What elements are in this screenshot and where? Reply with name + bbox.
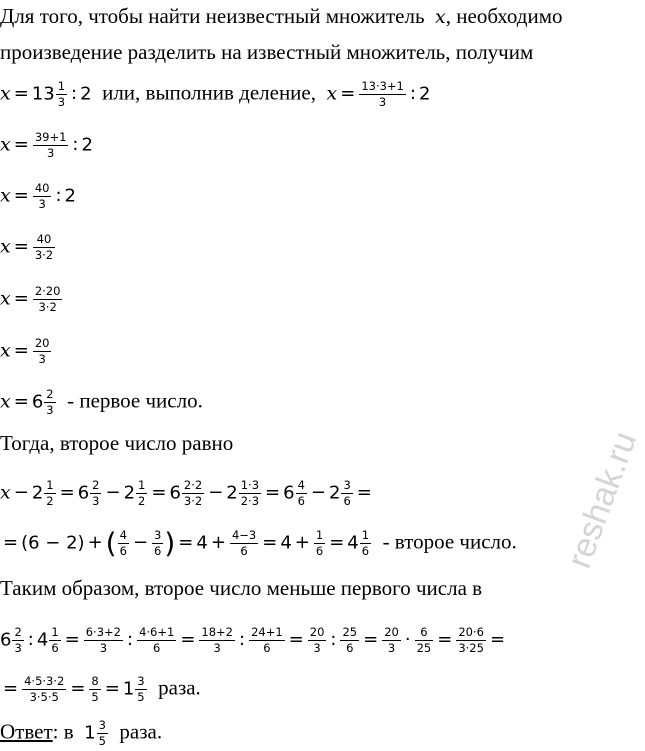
- equation-line-6: x = $\frac{20}{3}$: [0, 336, 50, 366]
- intro-line-2: произведение разделить на известный множитель, получим: [0, 40, 534, 64]
- answer-label: Ответ: [0, 719, 53, 744]
- equation-line-11: = $\frac{4\cdot 5\cdot 3\cdot 2}{3\cdot 5\cdot 5}$ = $\frac{8}{5}$ = 1 $\frac{3}{5}$ раза.: [3, 674, 201, 704]
- equation-line-7: x = 6 $\frac{2}{3}$ - первое число.: [0, 387, 203, 417]
- equation-line-8: x − 2 $\frac{1}{2}$ = 6 $\frac{2}{3}$ − 2 $\frac{1}{2}$ = 6 $\frac{2\cdot 2}{3\cdot 2}$ − 2 $\frac{1\cdot 3}{2\cdot 3}$ = 6 $\frac{4}{6}$ − 2 $\frac{3}{6}$ =: [0, 478, 372, 508]
- intro-line-1: Для того, чтобы найти неизвестный множитель x, необходимо: [0, 4, 563, 28]
- equation-line-2: x = $\frac{39+1}{3}$ : 2: [0, 130, 93, 160]
- equation-line-4: x = $\frac{40}{3\cdot 2}$: [0, 232, 54, 262]
- equation-line-10: 6 $\frac{2}{3}$ : 4 $\frac{1}{6}$ = $\frac{6\cdot 3+2}{3}$ : $\frac{4\cdot 6+1}{6}$ = $\frac{18+2}{3}$ : $\frac{24+1}{6}$ = $\frac{20}{3}$ : $\frac{25}{6}$ = $\frac{20}{3}$ · $\frac{6}{25}$ = $\frac{20\cdot 6}{3\cdot 25}$ =: [0, 625, 506, 655]
- equation-line-5: x = $\frac{2\cdot 20}{3\cdot 2}$: [0, 284, 61, 314]
- equation-line-9: = (6 − 2) + ( $\frac{4}{6}$ − $\frac{3}{6}$ ) = 4 + $\frac{4-3}{6}$ = 4 + $\frac{1}{6}$ = 4 $\frac{1}{6}$ - второе число.: [3, 526, 517, 560]
- equation-line-1: x = 13 $\frac{1}{3}$ : 2 или, выполнив деление, x = $\frac{13\cdot 3+1}{3}$ : 2: [0, 79, 431, 109]
- takim-line: Таким образом, второе число меньше первого числа в: [0, 576, 483, 600]
- watermark: reshak.ru: [560, 426, 645, 573]
- togda-line: Тогда, второе число равно: [0, 431, 234, 455]
- answer-line: Ответ: в 1 $\frac{3}{5}$ раза.: [0, 718, 163, 748]
- equation-line-3: x = $\frac{40}{3}$ : 2: [0, 181, 76, 211]
